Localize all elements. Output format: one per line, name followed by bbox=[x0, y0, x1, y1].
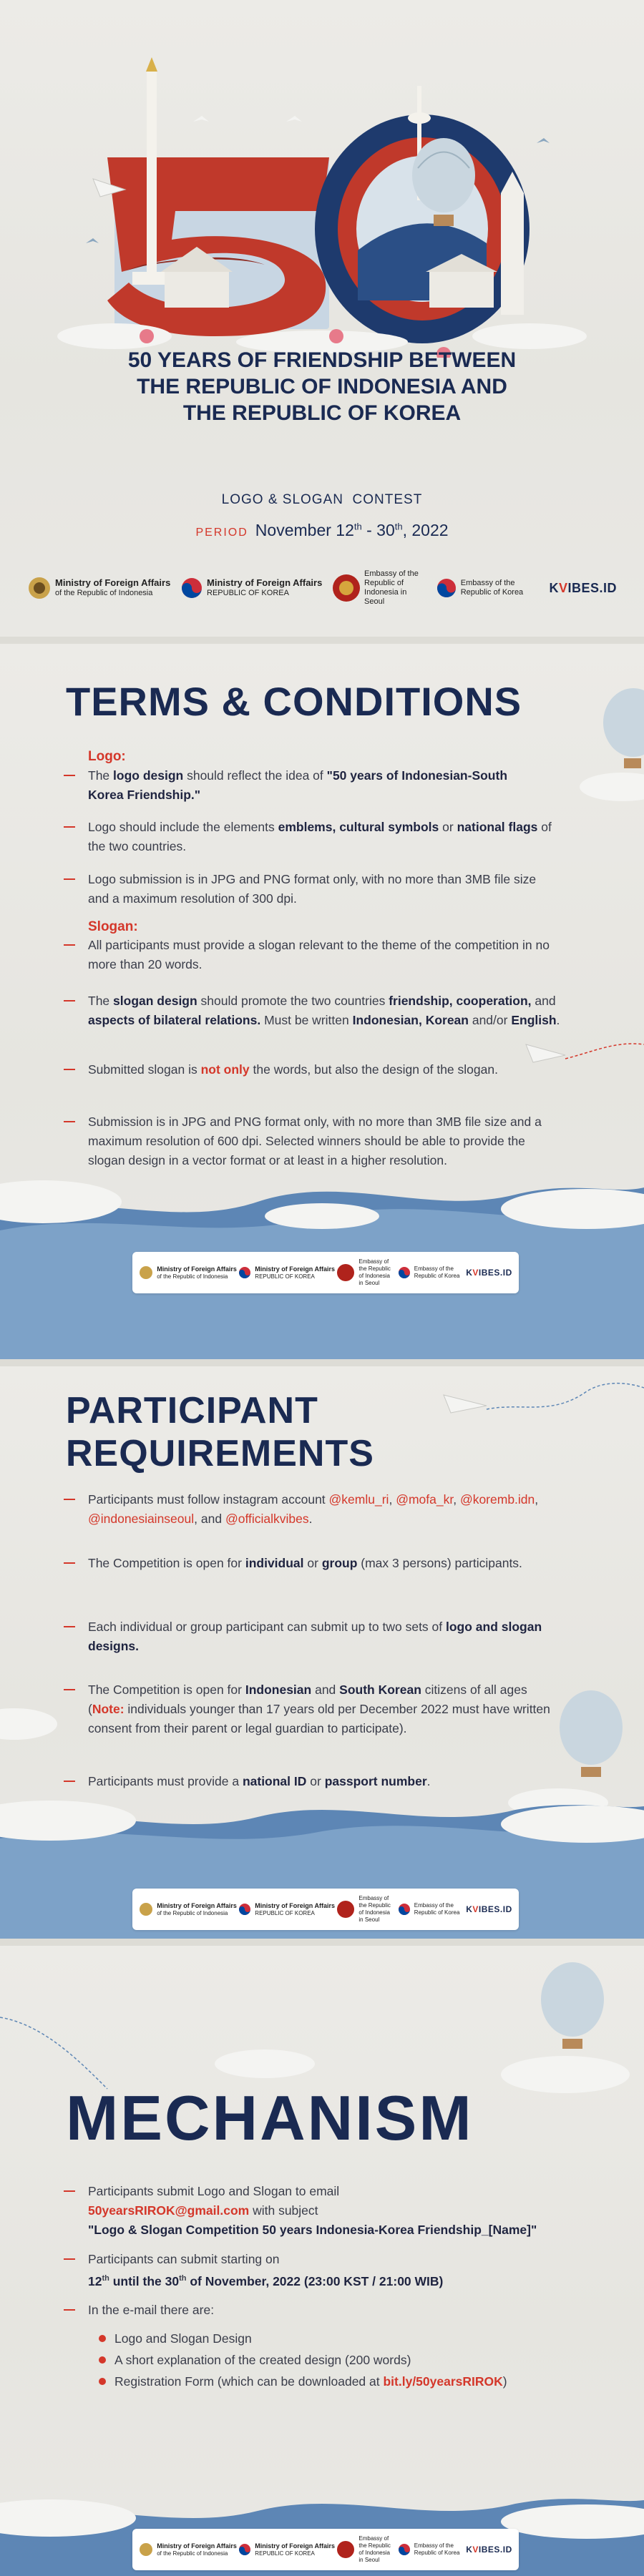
logo-mofa-indonesia bbox=[27, 576, 170, 600]
korea-flag-icon bbox=[398, 1266, 411, 1279]
mofa-id-sub: of the Republic of Indonesia bbox=[55, 589, 153, 597]
mofa-kr-sub: REPUBLIC OF KOREA bbox=[207, 589, 289, 597]
embassy-seal-icon bbox=[336, 1263, 355, 1282]
mechanism-email: Participants submit Logo and Slogan to email 50yearsRIROK@gmail.com with subject "Logo & Slogan Competition 50 years Indonesia-Korea Friendship_[Name]" bbox=[88, 2182, 589, 2240]
contest-subtitle: LOGO & SLOGAN CONTEST bbox=[221, 492, 423, 507]
garuda-emblem-icon bbox=[27, 576, 52, 600]
slogan-item-4: Submission is in JPG and PNG format only, with no more than 3MB file size and a maximum resolution of 600 dpi. Selected winners should be able to provide the slogan design in a vector format or at least in a higher resolution. bbox=[88, 1112, 560, 1170]
garuda-emblem-icon bbox=[139, 1265, 153, 1280]
slogan-label: Slogan: bbox=[88, 919, 138, 934]
balloon-icon bbox=[603, 688, 644, 768]
temple-icon bbox=[165, 272, 229, 308]
korea-flag-icon bbox=[398, 2543, 411, 2556]
terms-panel bbox=[0, 644, 644, 1359]
mechanism-heading: MECHANISM bbox=[66, 2082, 474, 2153]
requirement-citizens: The Competition is open for Indonesian and South Korean citizens of all ages (Note: individuals younger than 17 years old per December 2022 must have written consent from their parent or legal guardian to participate). bbox=[88, 1680, 560, 1738]
panel-divider bbox=[0, 1359, 644, 1366]
panel-divider bbox=[0, 1939, 644, 1946]
logo-item-2: Logo should include the elements emblems, cultural symbols or national flags of the two countries. bbox=[88, 818, 560, 856]
taegeuk-icon bbox=[238, 1266, 251, 1279]
mechanism-email-content: In the e-mail there are: bbox=[88, 2301, 575, 2320]
requirement-individual-group: The Competition is open for individual or group (max 3 persons) participants. bbox=[88, 1554, 532, 1573]
registration-link[interactable]: bit.ly/50yearsRIROK bbox=[383, 2374, 503, 2389]
kvibes-logo: KVIBES.ID bbox=[466, 1904, 512, 1914]
mechanism-start: Participants can submit starting on 12th until the 30th of November, 2022 (23:00 KST / 21:00 WIB) bbox=[88, 2250, 575, 2291]
garuda-emblem-icon bbox=[139, 2542, 153, 2557]
paper-plane-icon-3 bbox=[444, 1395, 487, 1413]
palace-icon bbox=[429, 272, 494, 308]
emb-id: Embassy of the Republic of Indonesia in Seoul bbox=[364, 569, 419, 606]
requirement-instagram: Participants must follow instagram account @kemlu_ri, @mofa_kr, @koremb.idn, @indonesiainseoul, and @officialkvibes. bbox=[88, 1490, 560, 1529]
kvibes-logo: KVIBES.ID bbox=[549, 580, 617, 595]
logo-embassy-korea bbox=[436, 577, 540, 599]
red-dot-icon bbox=[99, 2378, 106, 2385]
taegeuk-icon bbox=[238, 1903, 251, 1916]
period-start-sup: th bbox=[353, 521, 362, 532]
hero-illustration bbox=[0, 0, 644, 358]
taegeuk-icon bbox=[238, 2543, 251, 2556]
red-dot-icon bbox=[99, 2356, 106, 2364]
kvibes-logo: KVIBES.ID bbox=[466, 1268, 512, 1278]
participant-heading-line-1: PARTICIPANT bbox=[66, 1390, 318, 1431]
mofa-kr-name: Ministry of Foreign Affairs bbox=[207, 577, 323, 588]
hero-title bbox=[0, 347, 644, 426]
period-line bbox=[0, 521, 644, 540]
slogan-item-2: The slogan design should promote the two countries friendship, cooperation, and aspects of bilateral relations. Must be written Indonesian, Korean and/or English. bbox=[88, 991, 560, 1030]
korea-flag-icon bbox=[398, 1903, 411, 1916]
red-dot-icon bbox=[99, 2335, 106, 2342]
sponsor-footer-2: Ministry of Foreign Affairs of the Republic of Indonesia Ministry of Foreign Affairs REPUBLIC OF KOREA Embassy of the Republic of Indonesia in Seoul Embassy of the Republic of Korea KVIBES.ID bbox=[132, 1889, 519, 1930]
logo-mofa-korea bbox=[180, 577, 322, 599]
slogan-item-1: All participants must provide a slogan relevant to the theme of the competition in no more than 20 words. bbox=[88, 936, 553, 974]
contest-email-link[interactable]: 50yearsRIROK@gmail.com bbox=[88, 2203, 250, 2218]
sub-item-3: Registration Form (which can be downloaded at bit.ly/50yearsRIROK) bbox=[114, 2372, 587, 2391]
panel-divider bbox=[0, 637, 644, 644]
requirement-two-sets: Each individual or group participant can submit up to two sets of logo and slogan designs. bbox=[88, 1617, 546, 1656]
logo-embassy-indonesia bbox=[332, 569, 426, 607]
korea-flag-icon bbox=[436, 577, 457, 599]
sub-item-2: A short explanation of the created design (200 words) bbox=[114, 2351, 572, 2370]
participant-heading bbox=[66, 1389, 374, 1475]
embassy-seal-icon bbox=[336, 2540, 355, 2559]
embassy-seal-icon bbox=[332, 574, 361, 602]
period-end-sup: th bbox=[394, 521, 403, 532]
kvibes-logo: KVIBES.ID bbox=[466, 2545, 512, 2555]
garuda-emblem-icon bbox=[139, 1902, 153, 1916]
period-label: PERIOD bbox=[195, 527, 248, 539]
slogan-item-3: Submitted slogan is not only the words, but also the design of the slogan. bbox=[88, 1060, 546, 1079]
sponsor-footer-3: Ministry of Foreign Affairs of the Republic of Indonesia Ministry of Foreign Affairs REPUBLIC OF KOREA Embassy of the Republic of Indonesia in Seoul Embassy of the Republic of Korea KVIBES.ID bbox=[132, 2529, 519, 2570]
taegeuk-icon bbox=[180, 577, 203, 599]
embassy-seal-icon bbox=[336, 1900, 355, 1919]
hero-panel bbox=[0, 0, 644, 637]
sponsor-footer-1: Ministry of Foreign Affairs of the Republic of Indonesia Ministry of Foreign Affairs REPUBLIC OF KOREA Embassy of the Republic of Indonesia in Seoul Embassy of the Republic of Korea KVIBES.ID bbox=[132, 1252, 519, 1293]
participant-heading-line-2: REQUIREMENTS bbox=[66, 1433, 374, 1474]
bird-icon bbox=[193, 116, 209, 122]
period-sep: - 30 bbox=[361, 521, 395, 539]
lotus-icon bbox=[140, 329, 154, 343]
title-line-3: THE REPUBLIC OF KOREA bbox=[182, 401, 462, 425]
logo-item-1: The logo design should reflect the idea of "50 years of Indonesian-South Korea Friendship." bbox=[88, 766, 546, 805]
terms-heading: TERMS & CONDITIONS bbox=[66, 679, 522, 724]
requirement-id: Participants must provide a national ID or passport number. bbox=[88, 1772, 546, 1791]
logo-label: Logo: bbox=[88, 749, 126, 764]
period-year: , 2022 bbox=[402, 521, 449, 539]
participant-panel bbox=[0, 1366, 644, 1939]
emb-kr: Embassy of the Republic of Korea bbox=[460, 579, 524, 597]
balloon-icon-3 bbox=[541, 1962, 604, 2049]
title-line-1: 50 YEARS OF FRIENDSHIP BETWEEN bbox=[127, 348, 517, 372]
logo-item-3: Logo submission is in JPG and PNG format only, with no more than 3MB file size and a maximum resolution of 300 dpi. bbox=[88, 870, 560, 909]
skyscraper-icon bbox=[501, 193, 524, 315]
title-line-2: THE REPUBLIC OF INDONESIA AND bbox=[137, 375, 507, 398]
period-start: November 12 bbox=[255, 521, 354, 539]
mofa-id-name: Ministry of Foreign Affairs bbox=[55, 577, 171, 588]
sponsor-logos-header bbox=[27, 567, 617, 609]
sub-item-1: Logo and Slogan Design bbox=[114, 2329, 572, 2349]
monas-tower-icon bbox=[147, 72, 157, 279]
mechanism-panel bbox=[0, 1946, 644, 2576]
balloon-icon-2 bbox=[560, 1690, 623, 1777]
